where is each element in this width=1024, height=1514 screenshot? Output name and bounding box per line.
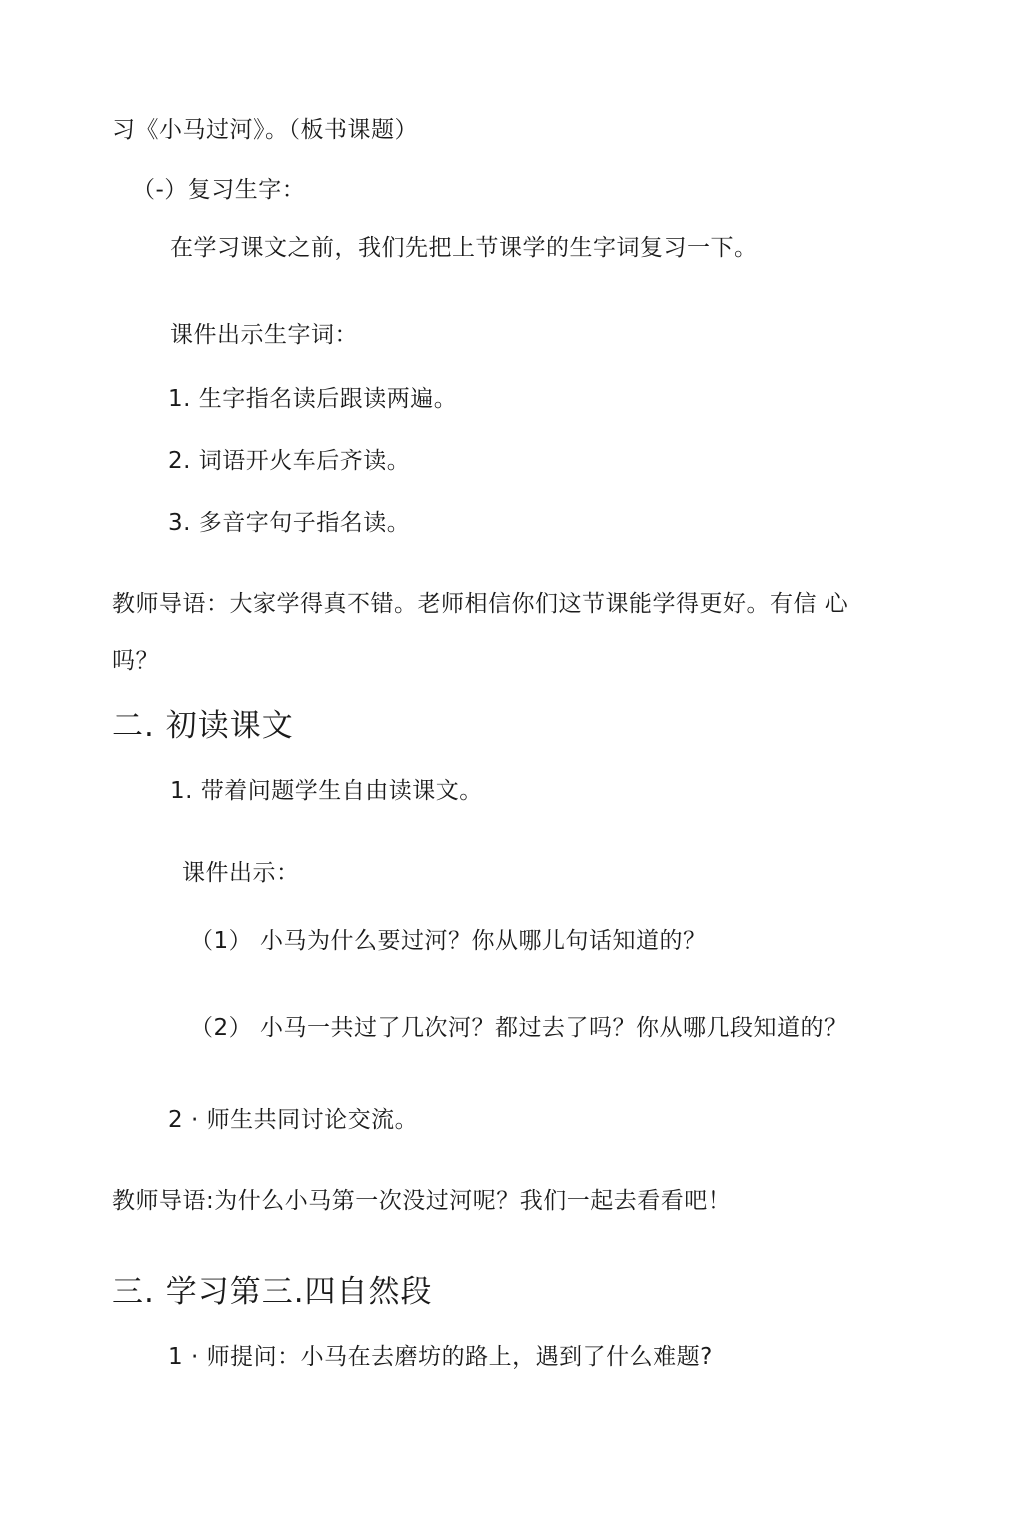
teacher-guide-1-line-1: 教师导语：大家学得真不错。老师相信你们这节课能学得更好。有信 心 [112, 591, 849, 617]
section-2-courseware-label: 课件出示： [182, 860, 300, 886]
review-heading: （-）复习生字： [132, 177, 306, 203]
teacher-guide-1-line-2: 吗？ [112, 648, 159, 674]
section-2-heading: 二. 初读课文 [112, 708, 294, 744]
courseware-words-label: 课件出示生字词： [170, 322, 358, 348]
section-2-question-2: （2） 小马一共过了几次河？都过去了吗？你从哪几段知道的？ [190, 1015, 848, 1041]
review-step-3: 3. 多音字句子指名读。 [168, 510, 411, 536]
section-2-question-1: （1） 小马为什么要过河？你从哪儿句话知道的？ [190, 928, 707, 954]
teacher-guide-2: 教师导语:为什么小马第一次没过河呢？我们一起去看看吧！ [112, 1188, 732, 1214]
section-3-item-1: 1 · 师提问：小马在去磨坊的路上，遇到了什么难题? [168, 1344, 713, 1370]
section-2-item-2: 2 · 师生共同讨论交流。 [168, 1107, 419, 1133]
review-step-1: 1. 生字指名读后跟读两遍。 [168, 386, 458, 412]
title-continuation-line: 习《小马过河》。（板书课题） [112, 117, 418, 143]
review-intro: 在学习课文之前，我们先把上节课学的生字词复习一下。 [170, 235, 758, 261]
section-3-heading: 三. 学习第三.四自然段 [112, 1274, 433, 1310]
section-2-item-1: 1. 带着问题学生自由读课文。 [170, 778, 483, 804]
review-step-2: 2. 词语开火车后齐读。 [168, 448, 411, 474]
